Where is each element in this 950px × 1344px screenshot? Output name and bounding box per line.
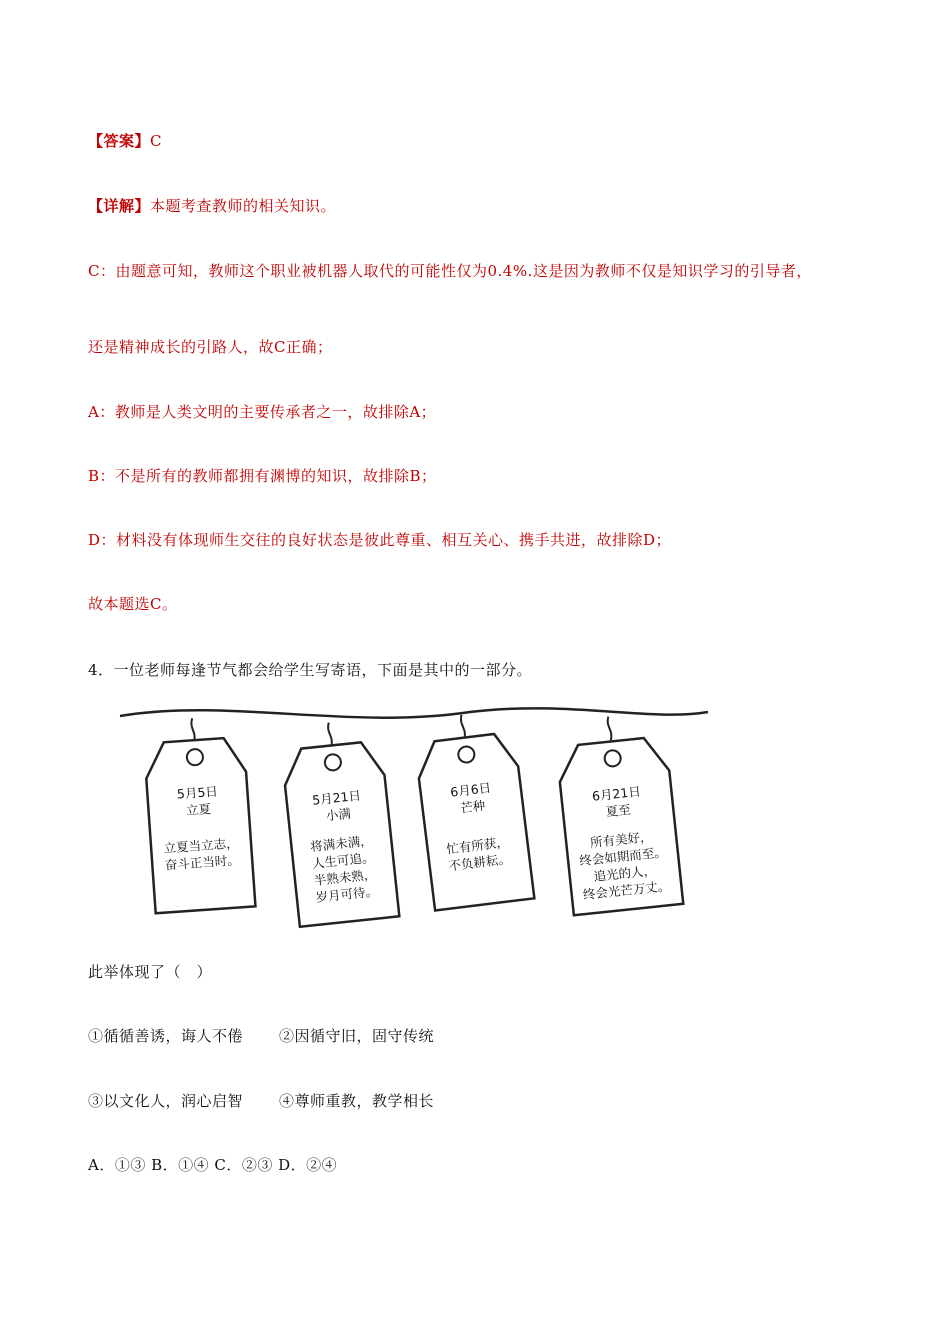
statement-row-1	[88, 1026, 434, 1046]
tag-1-date: 5月5日	[176, 783, 219, 802]
tag-2-line-3: 半熟未熟，	[313, 866, 377, 888]
statement-2: ②因循守旧，固守传统	[279, 1027, 435, 1045]
answer-choices: A．①③ B．①④ C．②③ D．②④	[88, 1156, 338, 1174]
statement-row-2	[88, 1091, 434, 1111]
tag-2-line-4: 岁月可待。	[314, 883, 379, 905]
question-prompt: 此举体现了（ ）	[88, 963, 213, 981]
detail-label: 【详解】	[88, 197, 151, 215]
statement-3: ③以文化人，润心启智	[88, 1092, 244, 1110]
detail-line-a: A：教师是人类文明的主要传承者之一，故排除A；	[88, 403, 437, 421]
detail-line-c-cont: 还是精神成长的引路人，故C正确；	[88, 338, 333, 356]
detail-line-d: D：材料没有体现师生交往的良好状态是彼此尊重、相互关心、携手共进，故排除D；	[88, 531, 672, 549]
question-stem: 4．一位老师每逢节气都会给学生写寄语，下面是其中的一部分。	[88, 661, 533, 679]
statement-1: ①循循善诱，诲人不倦	[88, 1027, 244, 1045]
detail-conclusion: 故本题选C。	[88, 595, 178, 613]
tag-1-line-1: 立夏当立志，	[163, 835, 240, 856]
detail-intro: 本题考查教师的相关知识。	[150, 197, 337, 215]
answer-line	[88, 131, 162, 151]
answer-value: C	[150, 132, 162, 150]
tag-3-line-1: 忙有所获，	[445, 834, 510, 857]
detail-line-b: B：不是所有的教师都拥有渊博的知识，故排除B；	[88, 467, 437, 485]
tag-2-line-2: 人生可追。	[311, 849, 376, 872]
tag-2	[279, 717, 399, 926]
answer-label: 【答案】	[88, 132, 151, 150]
tag-4-date: 6月21日	[591, 783, 642, 804]
tag-4	[554, 711, 684, 915]
statement-4: ④尊师重教，教学相长	[279, 1092, 435, 1110]
tag-2-term: 小满	[325, 805, 352, 824]
tag-4-line-1: 所有美好，	[589, 828, 654, 851]
tag-1-line-2: 奋斗正当时。	[164, 852, 241, 873]
tag-4-line-4: 终会光芒万丈。	[582, 878, 671, 903]
hanging-string	[120, 708, 708, 717]
tag-1-term: 立夏	[185, 801, 212, 818]
tag-4-line-2: 终会如期而至。	[578, 844, 668, 869]
tag-4-term: 夏至	[604, 801, 632, 820]
tag-2-date: 5月21日	[311, 787, 362, 808]
tag-2-line-1: 将满未满，	[309, 832, 374, 855]
tag-4-line-3: 追光的人，	[592, 862, 657, 884]
tag-3-line-2: 不负耕耘。	[447, 850, 512, 874]
solar-term-tags-illustration	[110, 700, 720, 930]
tag-3-term: 芒种	[459, 797, 487, 816]
tag-1	[142, 715, 255, 914]
detail-line-c: C：由题意可知，教师这个职业被机器人取代的可能性仅为0.4%.这是因为教师不仅是知识学习的引导者，	[88, 262, 812, 280]
detail-heading	[88, 196, 336, 216]
tag-3	[412, 709, 535, 911]
tag-3-date: 6月6日	[449, 779, 492, 800]
